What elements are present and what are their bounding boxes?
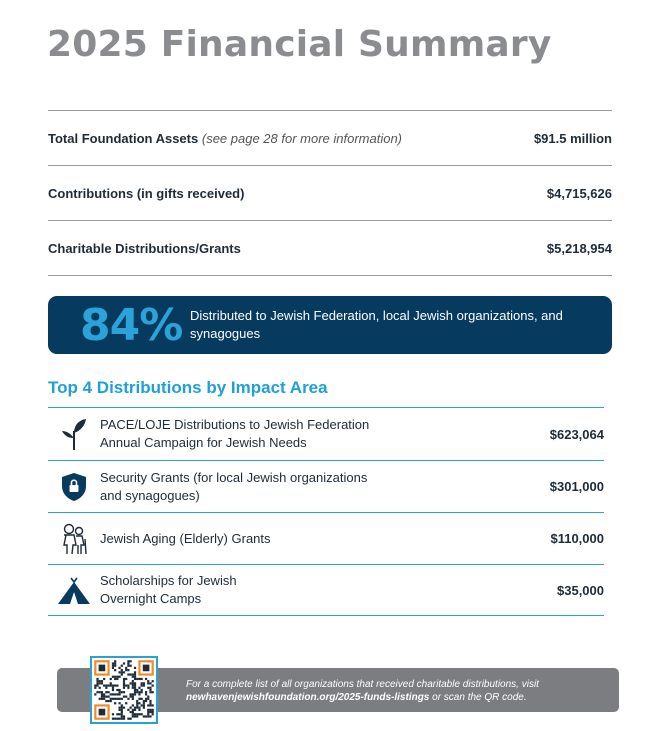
footer-text: [186, 678, 606, 704]
footer-text-before: For a complete list of all organizations that received charitable distributions, visit: [186, 679, 539, 690]
summary-row-label: [48, 131, 402, 146]
list-item: [48, 460, 604, 512]
distribution-label: [100, 530, 550, 548]
banner-text: Distributed to Jewish Federation, local Jewish organizations, and synagogues: [190, 308, 563, 341]
summary-label: Charitable Distributions/Grants: [48, 240, 241, 256]
distribution-banner: [48, 296, 612, 354]
sprout-icon: [48, 417, 100, 451]
qr-code-graphic: [92, 658, 156, 722]
summary-row: [48, 220, 612, 276]
distributions-heading: Top 4 Distributions by Impact Area: [48, 378, 328, 397]
distribution-label-line: Scholarships for Jewish: [100, 573, 237, 588]
footer-link[interactable]: newhavenjewishfoundation.org/2025-funds-listings: [186, 692, 430, 703]
shield-lock-icon: [48, 472, 100, 502]
list-item: [48, 512, 604, 564]
elderly-person-icon: [48, 523, 100, 555]
summary-value: $4,715,626: [546, 185, 612, 201]
summary-note: (see page 28 for more information): [201, 130, 403, 146]
tent-icon: [48, 575, 100, 605]
distribution-value: $623,064: [549, 426, 604, 442]
distribution-label-line: and synagogues): [100, 487, 200, 503]
banner-percent: 84%: [80, 299, 183, 351]
distribution-label: [100, 416, 550, 452]
distribution-value: $301,000: [549, 479, 604, 494]
distribution-value: $110,000: [550, 531, 604, 546]
distribution-value: $35,000: [557, 582, 604, 598]
summary-label: Contributions (in gifts received): [48, 185, 245, 201]
footer-text-after: or scan the QR code.: [432, 692, 527, 703]
list-item: [48, 407, 604, 460]
list-item: [48, 564, 604, 616]
summary-value: $5,218,954: [546, 240, 612, 256]
page-title: 2025 Financial Summary: [47, 24, 552, 65]
distribution-label-line: Annual Campaign for Jewish Needs: [100, 435, 307, 450]
distribution-label: [100, 572, 557, 608]
distribution-label-line: Overnight Camps: [100, 591, 202, 606]
summary-table: [48, 110, 612, 276]
distributions-list: [48, 407, 604, 616]
summary-row: [48, 110, 612, 165]
summary-label: Total Foundation Assets: [48, 130, 199, 146]
distribution-label: [100, 469, 550, 505]
distribution-label-line: Jewish Aging (Elderly) Grants: [100, 530, 271, 546]
distribution-label-line: Security Grants (for local Jewish organizations: [100, 469, 368, 485]
qr-code[interactable]: [90, 656, 158, 724]
distribution-label-line: PACE/LOJE Distributions to Jewish Federation: [100, 417, 370, 432]
summary-value: $91.5 million: [533, 130, 612, 146]
summary-row: [48, 165, 612, 220]
